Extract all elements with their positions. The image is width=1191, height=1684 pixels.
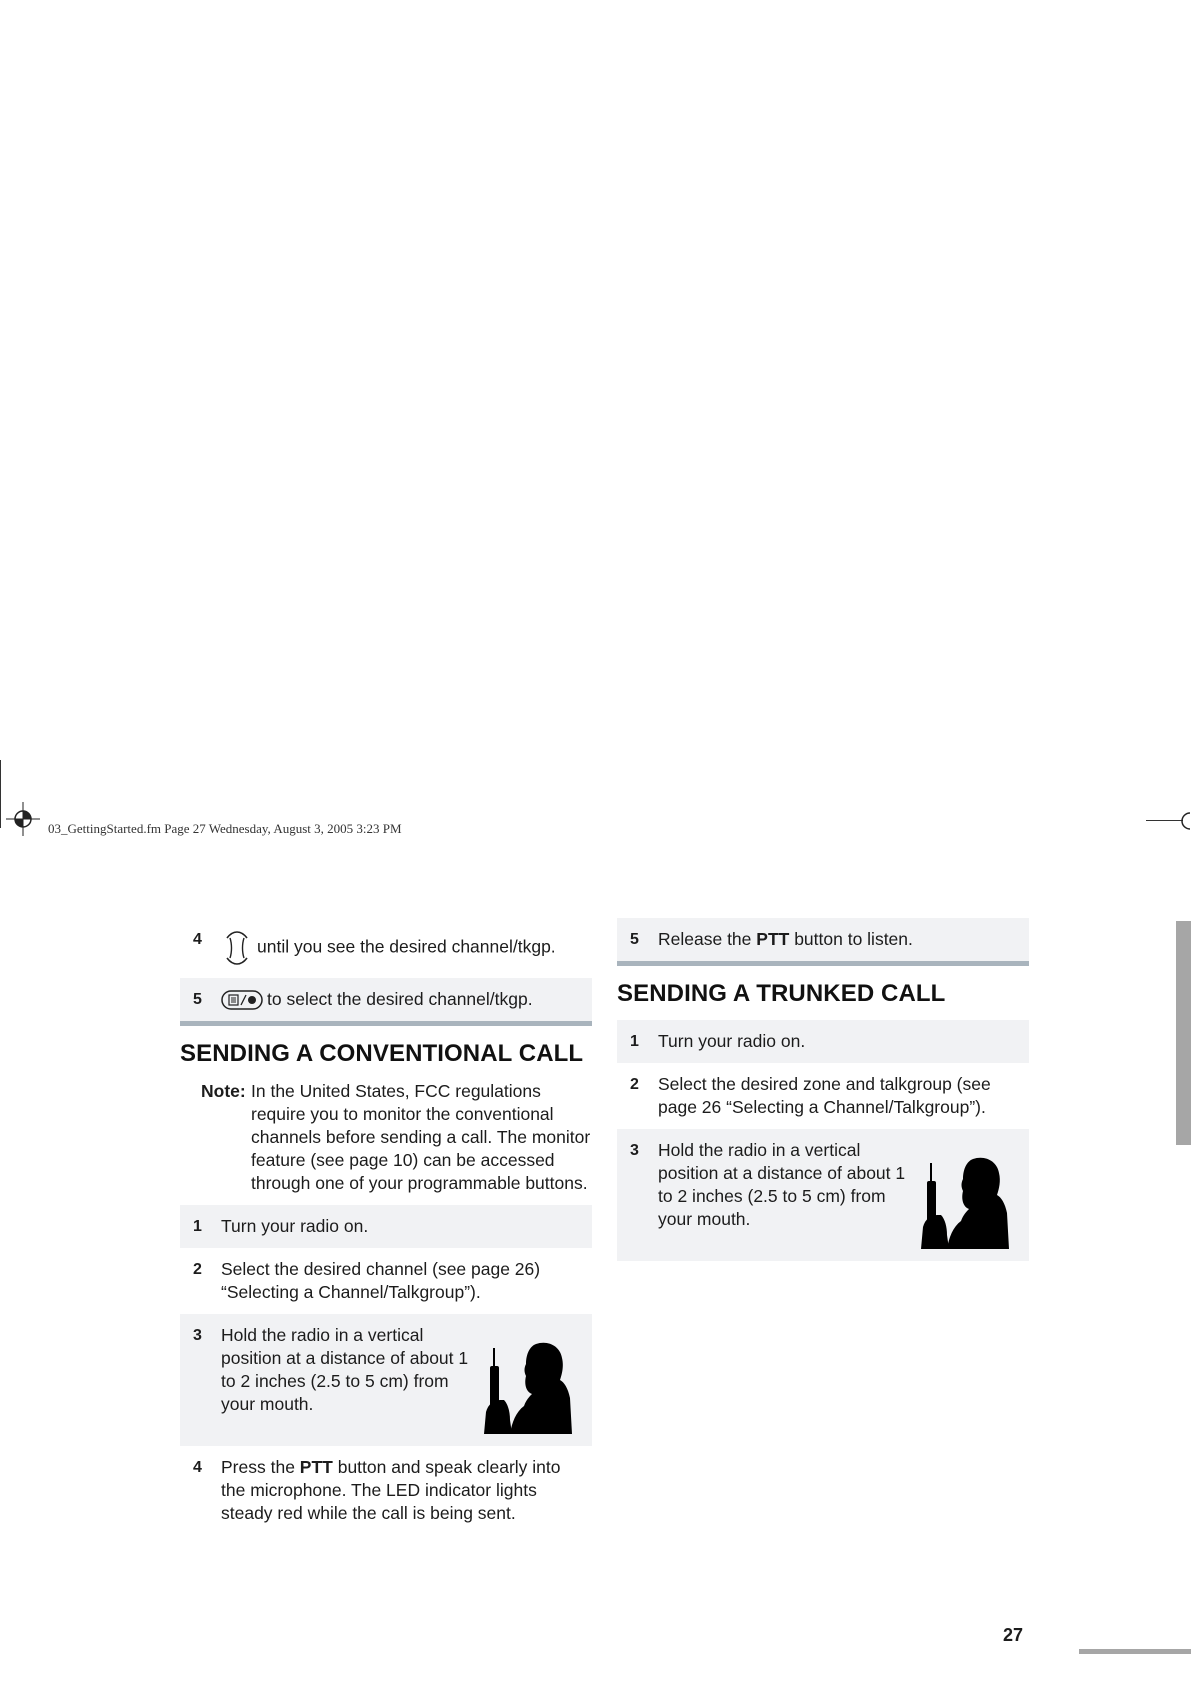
step-number: 3 (193, 1327, 202, 1345)
step-3-hold-radio (180, 1314, 592, 1446)
ptt-label: PTT (756, 929, 790, 949)
step-5-release-ptt (617, 918, 1029, 961)
menu-select-button-icon (221, 989, 263, 1011)
note-text: In the United States, FCC regulations require you to monitor the conventional channels before sending a call. The monitor feature (see page 10) can be accessed through one of your programmable buttons. (251, 1081, 591, 1194)
step-number: 3 (630, 1142, 639, 1159)
step-2-select-channel (180, 1248, 592, 1314)
step-text-after: button and speak clearly into the microphone. The LED indicator lights steady red while the call is being sent. (221, 1457, 561, 1524)
file-header: 03_GettingStarted.fm Page 27 Wednesday, August 3, 2005 3:23 PM (48, 821, 402, 836)
step-number: 1 (193, 1218, 202, 1236)
page-number: 27 (1003, 1625, 1024, 1645)
step-text: until you see the desired channel/tkgp. (257, 936, 556, 957)
right-column (617, 918, 1029, 1261)
step-number: 2 (193, 1261, 202, 1279)
person-holding-radio-icon (480, 1338, 576, 1434)
step-text: Hold the radio in a vertical position at a distance of about 1 to 2 inches (2.5 to 5 cm) from your mouth. (658, 1140, 906, 1229)
left-column (180, 918, 592, 1535)
step-5-select (180, 978, 592, 1021)
step-text-after: button to listen. (789, 929, 913, 949)
step-number: 1 (630, 1033, 639, 1050)
section-title-conventional-call: SENDING A CONVENTIONAL CALL (180, 1040, 584, 1068)
step-2-select-zone (617, 1063, 1029, 1129)
step-text: Turn your radio on. (658, 1031, 806, 1051)
section-title-trunked-call: SENDING A TRUNKED CALL (617, 980, 946, 1007)
step-3-hold-radio (617, 1129, 1029, 1261)
step-number: 2 (630, 1076, 639, 1093)
step-text: Select the desired zone and talkgroup (see page 26 “Selecting a Channel/Talkgroup”). (658, 1074, 991, 1117)
registration-mark-left-icon (6, 802, 40, 836)
fcc-note (180, 1080, 592, 1205)
page-number-bar (1079, 1649, 1191, 1654)
step-text-before: Press the (221, 1457, 300, 1478)
crop-mark-left (0, 760, 1, 828)
chapter-side-tab (1176, 921, 1191, 1145)
step-1-turn-on (617, 1020, 1029, 1063)
step-4-scroll (180, 918, 592, 978)
registration-mark-right-icon (1178, 810, 1191, 832)
step-4-press-ptt (180, 1446, 592, 1535)
step-number: 5 (630, 931, 639, 948)
step-text: Hold the radio in a vertical position at a distance of about 1 to 2 inches (2.5 to 5 cm) from your mouth. (221, 1325, 469, 1415)
up-down-arrow-icon (221, 928, 253, 968)
ptt-label: PTT (299, 1457, 333, 1478)
step-1-turn-on (180, 1205, 592, 1248)
step-text: to select the desired channel/tkgp. (267, 989, 533, 1009)
step-text: Turn your radio on. (221, 1216, 369, 1237)
note-label: Note: (201, 1081, 246, 1102)
step-text: Select the desired channel (see page 26) “Selecting a Channel/Talkgroup”). (221, 1259, 541, 1303)
step-number: 4 (193, 1459, 202, 1477)
step-number: 4 (193, 931, 202, 948)
person-holding-radio-icon (917, 1153, 1013, 1249)
step-number: 5 (193, 991, 202, 1008)
step-text-before: Release the (658, 929, 757, 949)
